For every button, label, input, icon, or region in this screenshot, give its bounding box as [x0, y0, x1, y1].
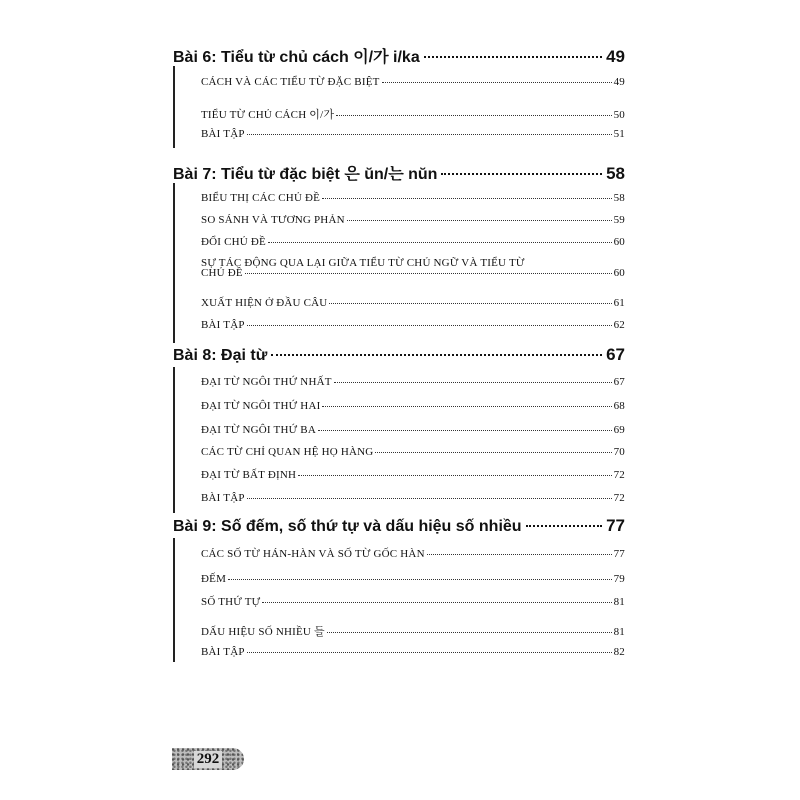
section-bar	[173, 538, 175, 662]
entry-title: BIỂU THỊ CÁC CHỦ ĐỀ	[201, 192, 321, 204]
dot-leader	[228, 579, 612, 580]
dot-leader	[298, 475, 611, 476]
lesson-title: Bài 9: Số đếm, số thứ tự và dấu hiệu số nhiều	[173, 518, 522, 535]
entry-title-line1: SỰ TÁC ĐỘNG QUA LẠI GIỮA TIỂU TỪ CHỦ NGỮ VÀ TIỂU TỪ	[201, 257, 525, 269]
dot-leader	[334, 382, 612, 383]
toc-entry	[201, 297, 625, 309]
lesson-heading	[173, 516, 625, 536]
entry-page: 67	[613, 376, 625, 388]
entry-title: SO SÁNH VÀ TƯƠNG PHẢN	[201, 214, 345, 226]
entry-title: BÀI TẬP	[201, 646, 245, 658]
entry-page: 58	[613, 192, 625, 204]
dot-leader	[271, 354, 602, 356]
entry-page: 60	[613, 236, 625, 248]
dot-leader	[375, 452, 611, 453]
dot-leader	[347, 220, 612, 221]
entry-title: ĐẾM	[201, 573, 227, 585]
entry-title: ĐẠI TỪ BẤT ĐỊNH	[201, 469, 297, 481]
entry-page: 81	[613, 596, 625, 608]
entry-title-line2: CHỦ ĐỀ	[201, 267, 243, 279]
dot-leader	[336, 115, 611, 116]
section-bar	[173, 183, 175, 343]
lesson-heading	[173, 161, 625, 184]
entry-page: 70	[613, 446, 625, 458]
page-number-badge	[172, 748, 244, 770]
dot-leader	[318, 430, 612, 431]
dot-leader	[424, 56, 602, 58]
entry-title: ĐẠI TỪ NGÔI THỨ NHẤT	[201, 376, 332, 388]
entry-title: CÁC SỐ TỪ HÁN-HÀN VÀ SỐ TỪ GỐC HÀN	[201, 548, 425, 560]
dot-leader	[322, 406, 611, 407]
lesson-page: 49	[606, 47, 625, 66]
dot-leader	[382, 82, 612, 83]
lesson-title: Bài 8: Đại từ	[173, 347, 268, 364]
toc-entry	[201, 424, 625, 436]
entry-title: ĐẠI TỪ NGÔI THỨ BA	[201, 424, 316, 436]
entry-title: ĐỔI CHỦ ĐỀ	[201, 236, 266, 248]
dot-leader	[322, 198, 611, 199]
toc-entry	[201, 319, 625, 331]
entry-title: SỐ THỨ TỰ	[201, 596, 261, 608]
entry-page: 69	[613, 424, 625, 436]
toc-entry	[201, 623, 625, 639]
toc-entry	[201, 128, 625, 140]
toc-entry	[201, 106, 625, 122]
toc-entry	[201, 469, 625, 481]
entry-title: TIỂU TỪ CHỦ CÁCH 이/가	[201, 109, 335, 121]
dot-leader	[247, 498, 612, 499]
entry-title: CÁC TỪ CHỈ QUAN HỆ HỌ HÀNG	[201, 446, 374, 458]
entry-page: 51	[613, 128, 625, 140]
lesson-heading	[173, 345, 625, 365]
entry-page: 81	[613, 626, 625, 638]
lesson-page: 77	[606, 516, 625, 535]
entry-page: 61	[613, 297, 625, 309]
dot-leader	[247, 652, 612, 653]
entry-title: DẤU HIỆU SỐ NHIỀU 들	[201, 626, 325, 638]
toc-entry	[201, 646, 625, 658]
dot-leader	[262, 602, 611, 603]
entry-title: BÀI TẬP	[201, 319, 245, 331]
lesson-title: Bài 7: Tiểu từ đặc biệt 은 ŭn/는 nŭn	[173, 166, 438, 183]
dot-leader	[329, 303, 611, 304]
lesson-heading	[173, 44, 625, 67]
toc-entry	[201, 236, 625, 248]
entry-page: 59	[613, 214, 625, 226]
dot-leader	[526, 525, 603, 527]
toc-entry	[201, 446, 625, 458]
entry-page: 82	[613, 646, 625, 658]
dot-leader	[441, 173, 602, 175]
toc-entry	[201, 492, 625, 504]
entry-page: 72	[613, 469, 625, 481]
entry-page: 60	[613, 267, 625, 279]
lesson-page: 58	[606, 164, 625, 183]
entry-title: CÁCH VÀ CÁC TIỂU TỪ ĐẶC BIỆT	[201, 76, 380, 88]
toc-entry	[201, 214, 625, 226]
entry-page: 79	[613, 573, 625, 585]
entry-title: ĐẠI TỪ NGÔI THỨ HAI	[201, 400, 321, 412]
entry-page: 68	[613, 400, 625, 412]
toc-entry	[201, 257, 625, 279]
lesson-title: Bài 6: Tiểu từ chủ cách 이/가 i/ka	[173, 49, 420, 66]
toc-entry	[201, 376, 625, 388]
entry-page: 49	[613, 76, 625, 88]
dot-leader	[327, 632, 612, 633]
toc-entry	[201, 400, 625, 412]
entry-page: 62	[613, 319, 625, 331]
toc-entry	[201, 548, 625, 560]
section-bar	[173, 66, 175, 148]
entry-page: 72	[613, 492, 625, 504]
toc-entry	[201, 192, 625, 204]
toc-entry	[201, 596, 625, 608]
page-number: 292	[194, 751, 223, 768]
dot-leader	[247, 134, 612, 135]
entry-title: XUẤT HIỆN Ở ĐẦU CÂU	[201, 297, 328, 309]
entry-title: BÀI TẬP	[201, 492, 245, 504]
toc-entry	[201, 76, 625, 88]
entry-page: 50	[613, 109, 625, 121]
toc-entry	[201, 573, 625, 585]
entry-page: 77	[613, 548, 625, 560]
section-bar	[173, 367, 175, 513]
dot-leader	[247, 325, 612, 326]
dot-leader	[427, 554, 612, 555]
entry-title: BÀI TẬP	[201, 128, 245, 140]
lesson-page: 67	[606, 345, 625, 364]
dot-leader	[268, 242, 612, 243]
dot-leader	[245, 273, 612, 274]
